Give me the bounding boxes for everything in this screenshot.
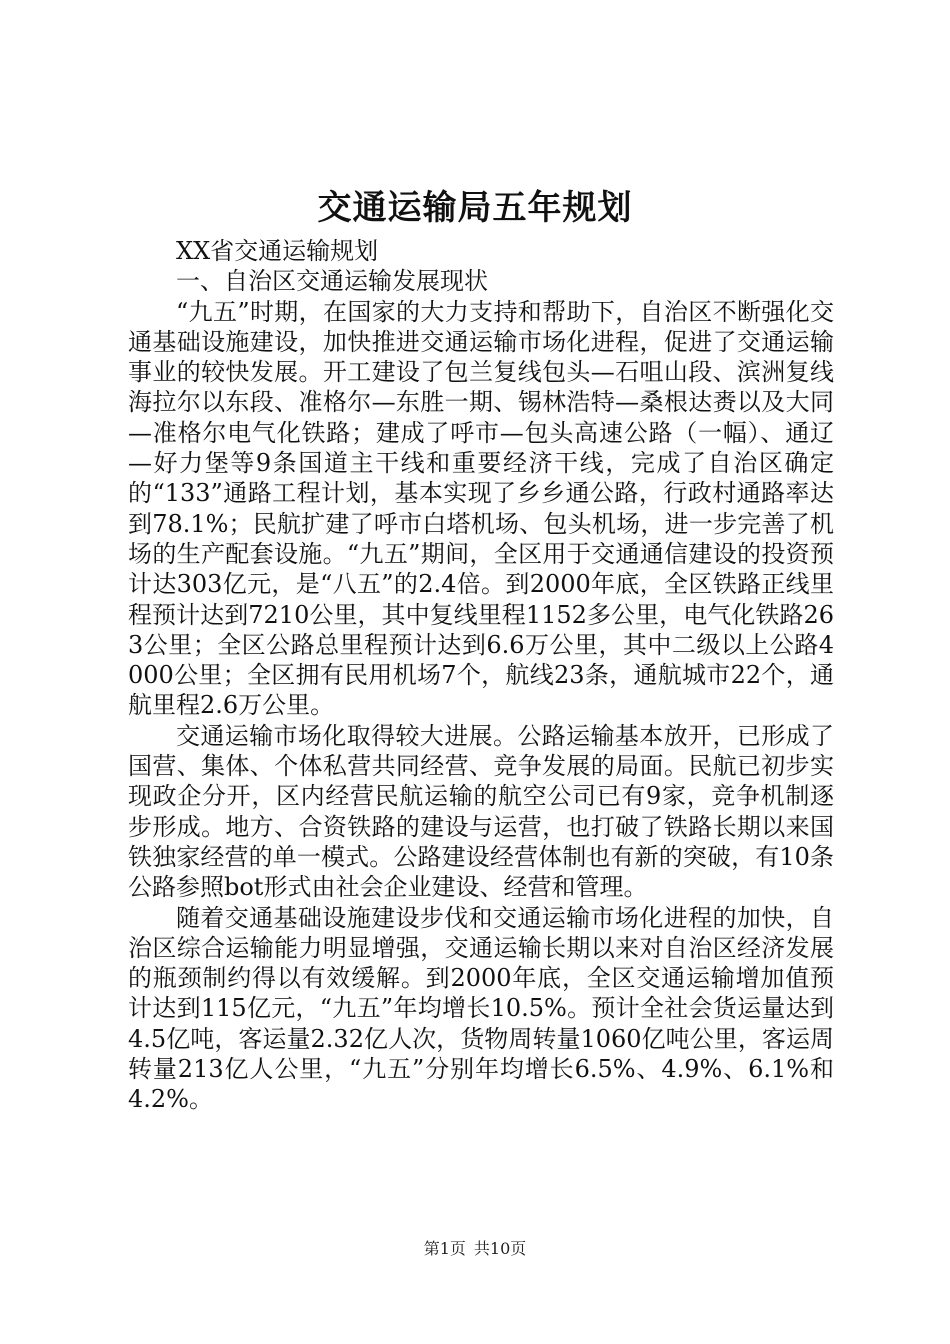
body-paragraph: 交通运输市场化取得较大进展。公路运输基本放开，已形成了国营、集体、个体私营共同经营、竞争发展的局面。民航已初步实现政企分开，区内经营民航运输的航空公司已有9家，竞争机制逐步形成。地方、合资铁路的建设与运营，也打破了铁路长期以来国铁独家经营的单一模式。公路建设经营体制也有新的突破，有10条公路参照bot形式由社会企业建设、经营和管理。 — [128, 721, 834, 902]
body-paragraph-subtitle: XX省交通运输规划 — [176, 237, 379, 265]
body-paragraph: 随着交通基础设施建设步伐和交通运输市场化进程的加快，自治区综合运输能力明显增强，交通运输长期以来对自治区经济发展的瓶颈制约得以有效缓解。到2000年底，全区交通运输增加值预计达到115亿元，“九五”年均增长10.5%。预计全社会货运量达到4.5亿吨，客运量2.32亿人次，货物周转量1060亿吨公里，客运周转量213亿人公里，“九五”分别年均增长6.5%、4.9%、6.1%和4.2%。 — [128, 903, 834, 1114]
page-number: 第1页 — [423, 1239, 466, 1258]
section-heading: 一、自治区交通运输发展现状 — [176, 267, 488, 296]
body-paragraph: “九五”时期，在国家的大力支持和帮助下，自治区不断强化交通基础设施建设，加快推进交通运输市场化进程，促进了交通运输事业的较快发展。开工建设了包兰复线包头—石咀山段、滨洲复线海拉尔以东段、准格尔—东胜一期、锡林浩特—桑根达赉以及大同—准格尔电气化铁路；建成了呼市—包头高速公路（一幅）、通辽—好力堡等9条国道主干线和重要经济干线，完成了自治区确定的“133”通路工程计划，基本实现了乡乡通公路，行政村通路率达到78.1%；民航扩建了呼市白塔机场、包头机场，进一步完善了机场的生产配套设施。“九五”期间，全区用于交通通信建设的投资预计达303亿元，是“八五”的2.4倍。到2000年底，全区铁路正线里程预计达到7210公里，其中复线里程1152多公里，电气化铁路263公里；全区公路总里程预计达到6.6万公里，其中二级以上公路4000公里；全区拥有民用机场7个，航线23条，通航城市22个，通航里程2.6万公里。 — [128, 297, 834, 720]
page-footer — [0, 1238, 950, 1260]
document-title: 交通运输局五年规划 — [317, 188, 633, 228]
page-total: 共10页 — [473, 1239, 527, 1258]
document-body — [128, 236, 834, 1115]
